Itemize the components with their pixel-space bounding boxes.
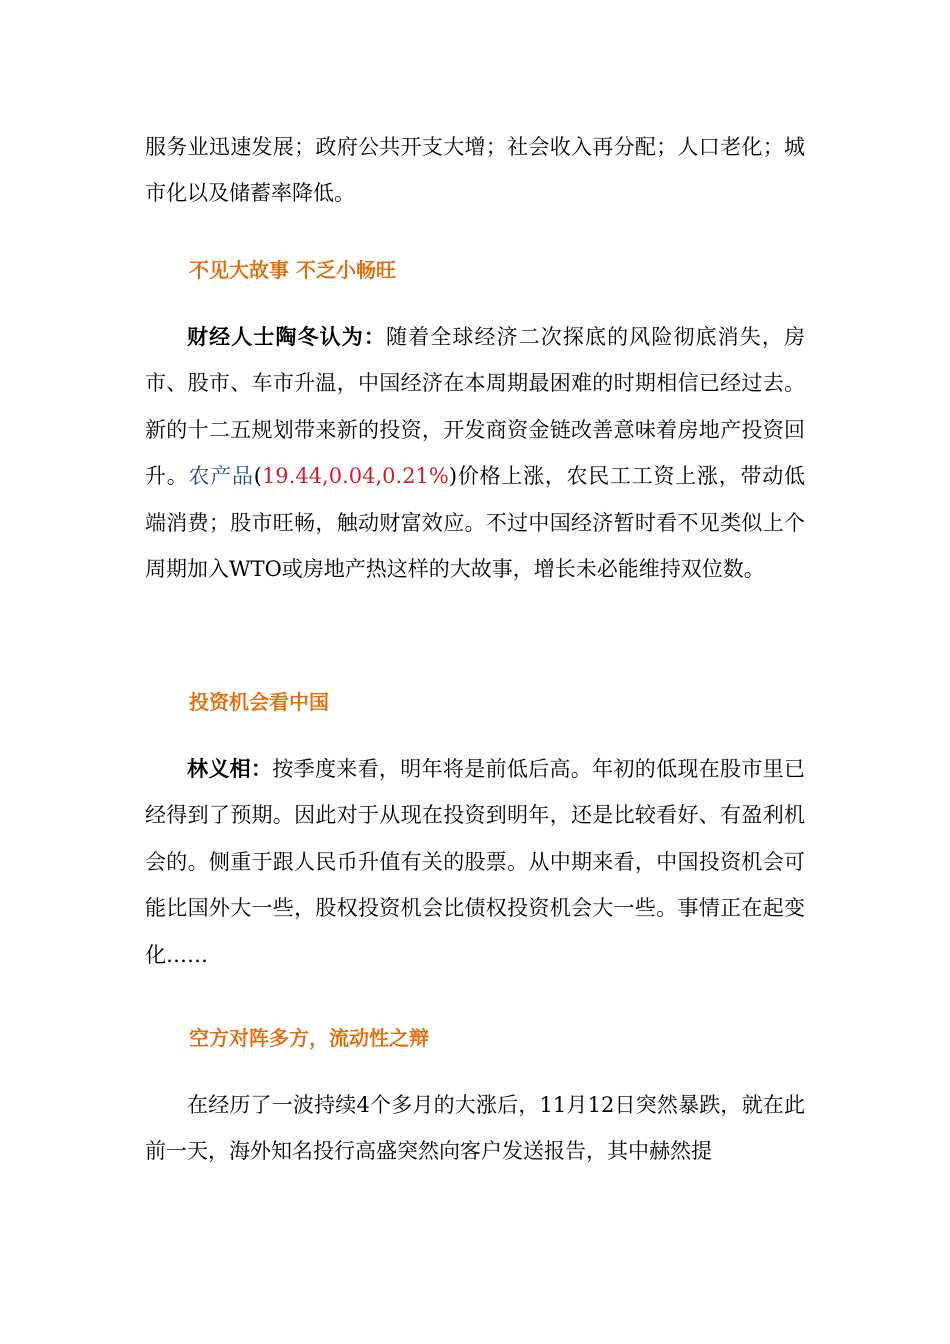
paragraph-intro: 服务业迅速发展；政府公共开支大增；社会收入再分配；人口老化；城市化以及储蓄率降低。 (145, 135, 805, 206)
section-heading-bears-vs-bulls: 空方对阵多方，流动性之辩 (189, 1026, 429, 1050)
quote-close-paren: ) (448, 464, 458, 489)
stock-link-agricultural-products[interactable]: 农产品 (188, 464, 254, 489)
paragraph-text: 价格上涨，农民工工资上涨，带动低端消费；股市旺畅，触动财富效应。不过中国经济暂时看不见类似上个周期加入WTO或房地产热这样的大故事，增长未必能维持双位数。 (145, 464, 806, 582)
paragraph-text: 随着全球经济二次探底的风险彻底消失，房市、股市、车市升温，中国经济在本周期最困难的时期相信已经过去。新的十二五规划带来新的投资，开发商资金链改善意味着房地产投资回升。 (145, 325, 805, 489)
quote-open-paren: ( (253, 464, 262, 489)
section-heading-no-big-story: 不见大故事 不乏小畅旺 (189, 258, 396, 282)
paragraph-text: 按季度来看，明年将是前低后高。年初的低现在股市里已经得到了预期。因此对于从现在投资到明年，还是比较看好、有盈利机会的。侧重于跟人民币升值有关的股票。从中期来看，中国投资机会可能比国外大一些，股权投资机会比债权投资机会大一些。事情正在起变化…… (145, 757, 806, 967)
section-heading-invest-china: 投资机会看中国 (189, 690, 329, 714)
speaker-tao-dong: 财经人士陶冬认为： (187, 325, 386, 349)
paragraph-tao-dong (145, 314, 805, 592)
stock-quote: 19.44,0.04,0.21% (261, 464, 449, 489)
speaker-lin-yixiang: 林义相： (187, 757, 273, 781)
paragraph-lin-yixiang (145, 746, 805, 978)
paragraph-market-drop: 在经历了一波持续4个多月的大涨后，11月12日突然暴跌，就在此前一天，海外知名投行高盛突然向客户发送报告，其中赫然提 (145, 1093, 805, 1164)
